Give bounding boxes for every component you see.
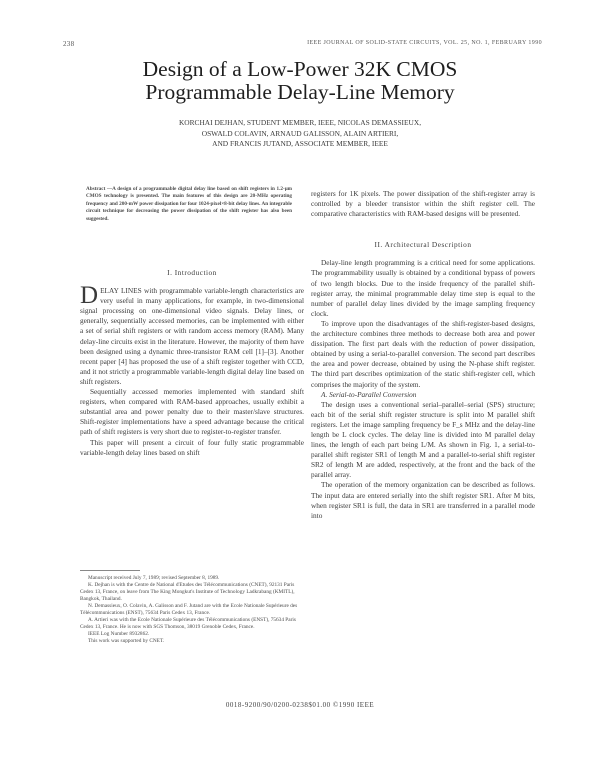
footnotes	[80, 575, 304, 645]
intro-paragraph-2: Sequentially accessed memories implemented with standard shift registers, when compared with RAM-based approaches, usually exhibit a substantial area and power penalty due to their master/slave structures. Shift-register implementations have a speed advantage because the critical path of shift registers is very short due to register-to-register transfer.	[80, 387, 304, 437]
footnote-line: N. Demassieux, O. Colavin, A. Galisson and F. Jutand are with the Ecole Nationale Supérieure des Télécommunications (ENST), 75634 Paris Cedex 13, France.	[80, 603, 298, 616]
section-heading-architecture: II. Architectural Description	[374, 240, 472, 250]
footnote-line: IEEE Log Number 8932862.	[88, 631, 150, 637]
copyright-code: 0018-9200/90/0200-0238$01.00 ©1990 IEEE	[225, 701, 375, 709]
left-column	[80, 268, 304, 458]
abstract: Abstract —A design of a programmable digital delay line based on shift registers in 1.2-μm CMOS technology is presented. The main features of this design are 20-MHz operating frequency and 200-mW power dissipation for four 1024-pixel×8-bit delay lines. An integrable circuit technique for decreasing the power dissipation of the shift register has also been suggested.	[86, 186, 292, 222]
journal-header: IEEE JOURNAL OF SOLID-STATE CIRCUITS, VOL. 25, NO. 1, FEBRUARY 1990	[307, 40, 542, 46]
intro-paragraph-3: This paper will present a circuit of four fully static programmable variable-length delay lines based on shift	[80, 437, 304, 457]
authors-line-2: OSWALD COLAVIN, ARNAUD GALISSON, ALAIN ARTIERI,	[201, 128, 399, 138]
section-heading-introduction: I. Introduction	[167, 268, 217, 277]
intro-paragraph-1-text: ELAY LINES with programmable variable-length characteristics are very useful in many applications, for example, in two-dimensional signal processing on one-dimensional video signals. Delay lines, or generally, sequentially accessed memories, can be implemented with either a set of serial shift registers or with random access memory (RAM). Many delay-line circuits exist in the literature. However, the majority of them have been designed using a dynamic three-transistor RAM cell [1]–[3]. Another recent paper [4] has proposed the use of a shift register together with CCD, and it not strictly a programmable variable-length digital delay line based on shift registers.	[80, 286, 304, 386]
footnote-line: This work was supported by CNET.	[88, 638, 165, 644]
footnote-line: A. Artieri was with the Ecole Nationale Supérieure des Télécommunications (ENST), 75634 Paris Cedex 13, France. He is now with SGS Thomson, 38019 Grenoble Cedex, France.	[80, 617, 296, 630]
architecture-paragraph-1: Delay-line length programming is a critical need for some applications. The programmability usually is obtained by a conditional bypass of powers of two length blocks. Due to the inside frequency of the parallel shift-register array, the minimal programmable delay time step is equal to the number of parallel delay lines divided by the image sampling frequency clock.	[311, 258, 535, 318]
footnote-divider	[80, 570, 140, 571]
title-line-1: Design of a Low-Power 32K CMOS	[142, 57, 458, 81]
conversion-paragraph-1: The design uses a conventional serial–parallel–serial (SPS) structure; each bit of the serial shift register structure is split into M parallel shift registers. Let the image sampling frequency be F_s MHz and the delay-line length be L clock cycles. The delay line is divided into M parallel delay lines, the length of each part being L/M. As shown in Fig. 1, a serial-to-parallel shift register SR1 of length M and a parallel-to-serial shift register SR2 of length M are added, respectively, at the front and the back of the parallel array.	[311, 399, 535, 480]
page-number: 238	[63, 40, 75, 48]
architecture-paragraph-2: To improve upon the disadvantages of the shift-register-based designs, the architecture combines three methods to decrease both area and power dissipation. The first part deals with the reduction of power dissipation, obtained by using a serial-to-parallel conversion. The second part describes the area and power decrease, obtained by using the N-phase shift register. The third part describes optimization of the static shift-register cell, which comprises the majority of the system.	[311, 318, 535, 389]
continued-paragraph: registers for 1K pixels. The power dissipation of the shift-register array is controlled by a bleeder transistor within the shift register cell. The comparative characteristics with RAM-based designs will be presented.	[311, 189, 535, 219]
right-column	[311, 189, 535, 521]
title-line-2: Programmable Delay-Line Memory	[145, 80, 455, 104]
author-list	[0, 118, 600, 150]
paper-title	[0, 58, 600, 104]
footnote-line: K. Dejhan is with the Centre de National d'Etudes des Télécommunications (CNET), 92131 Paris Cedex 13, France, on leave from The King Mongkut's Institute of Technology Ladkrabang (KMITL), Bangkok, Thailand.	[80, 582, 295, 602]
conversion-paragraph-2: The operation of the memory organization can be described as follows. The input data are entered serially into the shift register SR1. After M bits, when register SR1 is full, the data in SR1 are transferred in a parallel mode into	[311, 480, 535, 520]
authors-line-1: KORCHAI DEJHAN, STUDENT MEMBER, IEEE, NICOLAS DEMASSIEUX,	[178, 118, 422, 127]
footnote-line: Manuscript received July 7, 1989; revised September 8, 1989.	[88, 575, 220, 581]
drop-cap: D	[80, 282, 99, 310]
intro-paragraph-1	[80, 282, 304, 387]
subsection-heading: A. Serial-to-Parallel Conversion	[321, 389, 417, 399]
authors-line-3: AND FRANCIS JUTAND, ASSOCIATE MEMBER, IEEE	[212, 139, 388, 148]
